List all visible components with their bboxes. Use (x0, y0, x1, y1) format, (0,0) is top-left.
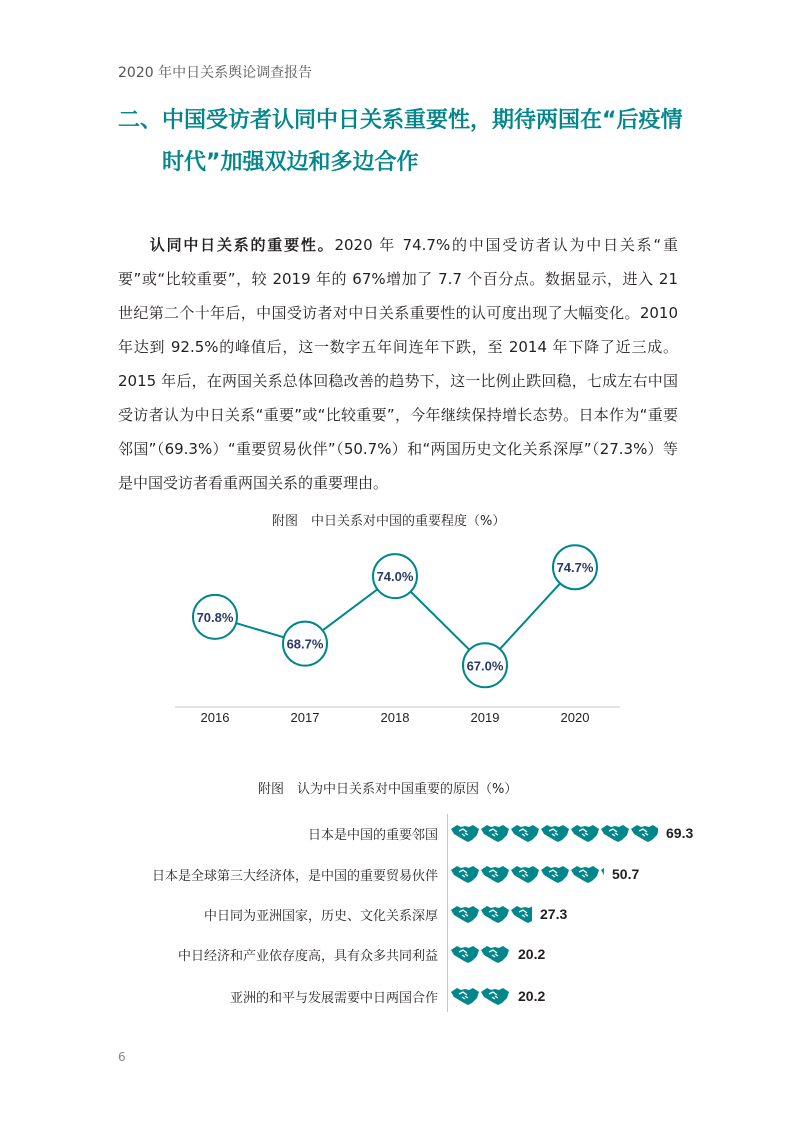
reason-value-1: 69.3 (666, 825, 694, 841)
line-chart (175, 535, 635, 735)
data-label-2017: 68.7% (286, 636, 324, 652)
reason-value-4: 20.2 (518, 946, 546, 962)
handshake-icon (480, 985, 510, 1007)
handshake-icon (480, 903, 510, 925)
handshake-icon (450, 903, 480, 925)
reason-value-3: 27.3 (540, 906, 568, 922)
handshake-icon (540, 822, 570, 844)
reason-bar-5 (450, 985, 545, 1007)
handshake-icon (480, 822, 510, 844)
data-label-2018: 74.0% (376, 569, 414, 585)
x-tick-label-2019: 2019 (470, 710, 500, 725)
paragraph-text: 2020 年 74.7%的中国受访者认为中日关系“重要”或“比较重要”，较 2019 年的 67%增加了 7.7 个百分点。数据显示，进入 21 世纪第二个十年后，中国受访者对中日关系重要性的认可度出现了大幅变化。2010 年达到 92.5%的峰值后，这一数字五年间连年下跌，至 2014 年下降了近三成。2015 年后，在两国关系总体回稳改善的趋势下，这一比例止跌回稳，七成左右中国受访者认为中日关系“重要”或“比较重要”，今年继续保持增长态势。日本作为“重要邻国”（69.3%）“重要贸易伙伴”（50.7%）和“两国历史文化关系深厚”（27.3%）等是中国受访者看重两国关系的重要理由。 (118, 236, 678, 492)
reason-value-5: 20.2 (518, 988, 546, 1004)
handshake-icon (570, 822, 600, 844)
reason-label-3: 中日同为亚洲国家，历史、文化关系深厚 (203, 909, 438, 924)
reason-bar-2 (450, 863, 639, 885)
handshake-icon (570, 863, 600, 885)
handshake-icon (450, 822, 480, 844)
bar-chart-title: 附图 认为中日关系对中国重要的原因（%） (258, 782, 518, 797)
paragraph-lead: 认同中日关系的重要性。 (148, 236, 335, 254)
reason-value-2: 50.7 (612, 866, 640, 882)
section-title (118, 100, 688, 184)
page-number: 6 (118, 1050, 126, 1064)
handshake-icon (510, 903, 532, 925)
handshake-icon (450, 985, 480, 1007)
data-label-2016: 70.8% (196, 609, 234, 625)
bar-chart-axis (447, 814, 448, 1012)
handshake-icon (540, 863, 570, 885)
reason-label-4: 中日经济和产业依存度高，具有众多共同利益 (177, 949, 438, 964)
x-tick-label-2016: 2016 (200, 710, 230, 725)
section-title-line-2: 时代”加强双边和多边合作 (162, 150, 419, 175)
running-header: 2020 年中日关系舆论调查报告 (118, 65, 313, 81)
handshake-icon (450, 863, 480, 885)
section-title-line-1: 二、中国受访者认同中日关系重要性，期待两国在“后疫情 (118, 108, 683, 133)
data-label-2020: 74.7% (556, 560, 594, 576)
handshake-icon (480, 863, 510, 885)
reason-bar-1 (450, 822, 693, 844)
reason-label-1: 日本是中国的重要邻国 (307, 828, 438, 843)
handshake-icon (450, 943, 480, 965)
handshake-icon (510, 863, 540, 885)
handshake-icon (480, 943, 510, 965)
x-tick-label-2020: 2020 (560, 710, 590, 725)
line-chart-title: 附图 中日关系对中国的重要程度（%） (272, 514, 506, 529)
reason-bar-3 (450, 903, 567, 925)
body-paragraph (118, 228, 678, 500)
data-label-2019: 67.0% (466, 658, 504, 674)
reason-label-5: 亚洲的和平与发展需要中日两国合作 (229, 991, 438, 1006)
handshake-icon (630, 822, 658, 844)
handshake-icon (510, 822, 540, 844)
reason-label-2: 日本是全球第三大经济体，是中国的重要贸易伙伴 (151, 869, 438, 884)
handshake-icon (600, 863, 604, 885)
reason-bar-4 (450, 943, 545, 965)
x-tick-label-2018: 2018 (380, 710, 410, 725)
x-tick-label-2017: 2017 (290, 710, 320, 725)
handshake-icon (600, 822, 630, 844)
